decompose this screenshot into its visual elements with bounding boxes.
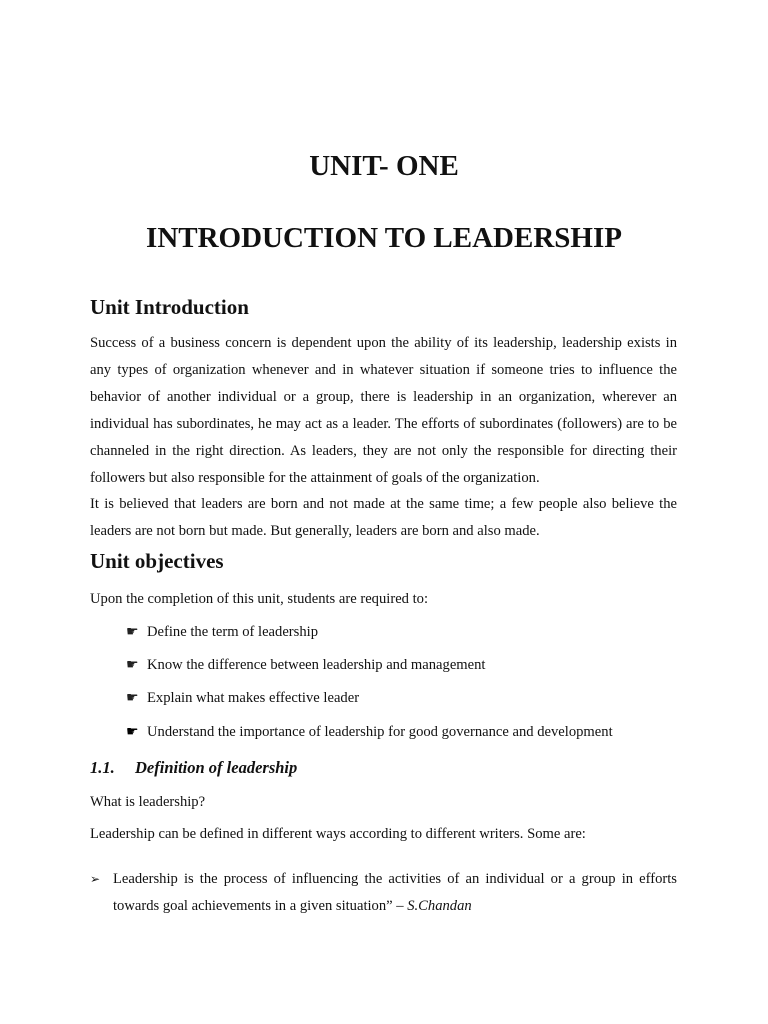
intro-paragraph-2: It is believed that leaders are born and not made at the same time; a few people also believe the leaders are not born but made. But generally, leaders are born and also made. (90, 496, 677, 539)
objective-item (126, 724, 613, 741)
definition-item (90, 866, 677, 920)
hand-pointing-bullet-icon: ☛ (126, 724, 139, 740)
objective-text: Understand the importance of leadership for good governance and development (147, 724, 613, 740)
arrow-bullet-icon: ➢ (90, 872, 101, 886)
question-text: What is leadership? (90, 794, 206, 810)
section-heading (90, 758, 297, 778)
objectives-lead-text: Upon the completion of this unit, students are required to: (90, 591, 429, 607)
section-number: 1.1. (90, 758, 115, 777)
definition-text-block (113, 866, 677, 920)
objective-item (126, 624, 318, 641)
objective-text: Explain what makes effective leader (147, 690, 360, 706)
unit-title: UNIT- ONE (309, 150, 459, 182)
objective-item (126, 657, 486, 674)
intro-paragraph-1: Success of a business concern is dependent upon the ability of its leadership, leadership exists in any types of organization whenever and in whatever situation if someone tries to influence the behavior of another individual or a group, there is leadership in an organization, wherever an individual has subordinates, he may act as a leader. The efforts of subordinates (followers) are to be channeled in the right direction. As leaders, they are not only the responsible for directing their followers but also responsible for the attainment of goals of the organization. (90, 335, 677, 486)
definition-text: Leadership is the process of influencing the activities of an individual or a group in efforts towards goal achievements in a given situation” – (113, 871, 677, 914)
definition-author: S.Chandan (407, 897, 472, 914)
objective-text: Know the difference between leadership and management (147, 657, 486, 673)
objective-text: Define the term of leadership (147, 624, 318, 640)
hand-pointing-bullet-icon: ☛ (126, 690, 139, 706)
unit-introduction-heading: Unit Introduction (90, 295, 249, 319)
section-title: Definition of leadership (135, 758, 298, 777)
main-title: INTRODUCTION TO LEADERSHIP (146, 222, 622, 254)
definitions-intro-text: Leadership can be defined in different ways according to different writers. Some are: (90, 826, 586, 842)
unit-objectives-heading: Unit objectives (90, 549, 224, 573)
hand-pointing-bullet-icon: ☛ (126, 624, 139, 640)
objective-item (126, 690, 359, 707)
hand-pointing-bullet-icon: ☛ (126, 657, 139, 673)
